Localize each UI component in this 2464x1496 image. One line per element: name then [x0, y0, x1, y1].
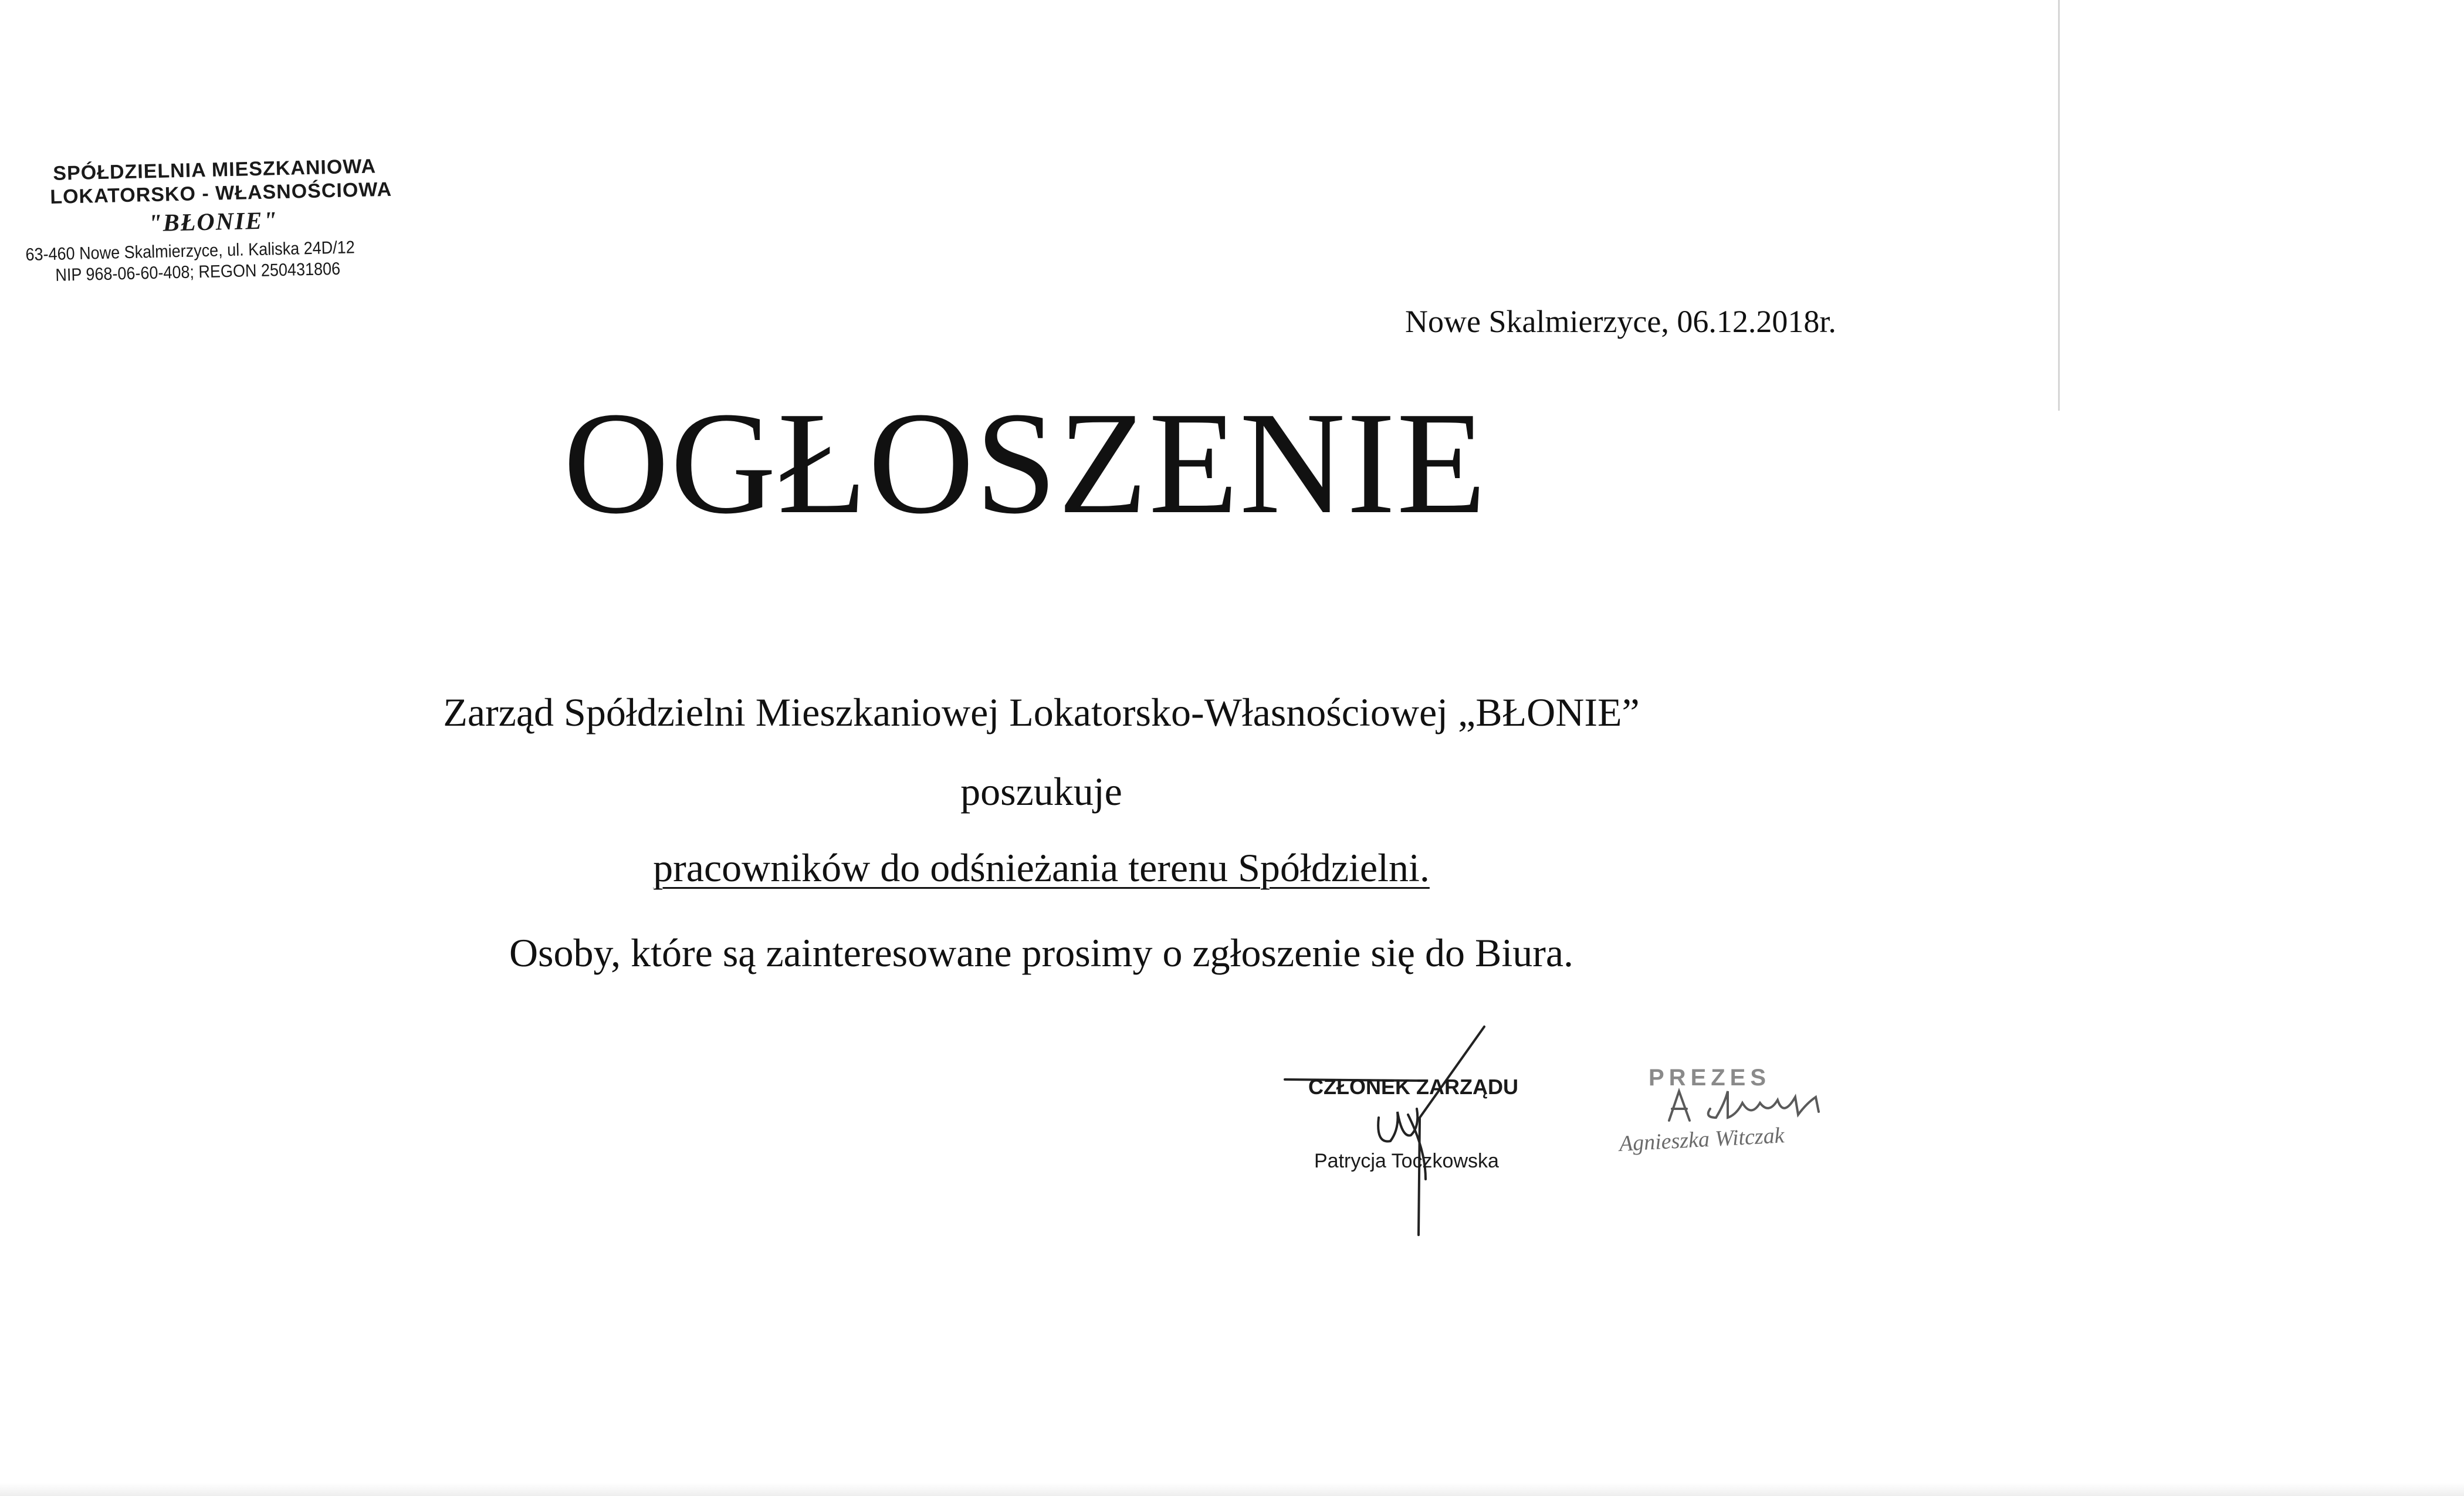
- announcement-line-2: poszukuje: [960, 769, 1122, 814]
- announcement-line-4: Osoby, które są zainteresowane prosimy o zgłoszenie się do Biura.: [509, 930, 1574, 975]
- announcement-line-3: pracowników do odśnieżania terenu Spółdzielni.: [653, 845, 1430, 890]
- stamp-line-name: SPÓŁDZIELNIA MIESZKANIOWA: [52, 155, 377, 185]
- stamp-line-ids: NIP 968-06-60-408; REGON 250431806: [55, 259, 341, 285]
- member-signature: [1285, 1027, 1484, 1235]
- stamp-line-brand: "BŁONIE": [147, 207, 279, 238]
- signature-president-name: Agnieszka Witczak: [1618, 1123, 1785, 1156]
- signature-president-role: PREZES: [1649, 1065, 1771, 1091]
- president-signature: [1669, 1091, 1819, 1121]
- stamp-line-type: LOKATORSKO - WŁASNOŚCIOWA: [49, 178, 392, 208]
- page-title: OGŁOSZENIE: [563, 382, 1488, 544]
- stamp-line-address: 63-460 Nowe Skalmierzyce, ul. Kaliska 24D/12: [25, 238, 356, 265]
- signature-member-role: CZŁONEK ZARZĄDU: [1308, 1075, 1518, 1099]
- signature-member-name: Patrycja Toczkowska: [1314, 1150, 1499, 1172]
- date-line: Nowe Skalmierzyce, 06.12.2018r.: [1405, 304, 1836, 339]
- announcement-line-1: Zarząd Spółdzielni Mieszkaniowej Lokatorsko-Własnościowej „BŁONIE”: [443, 690, 1640, 735]
